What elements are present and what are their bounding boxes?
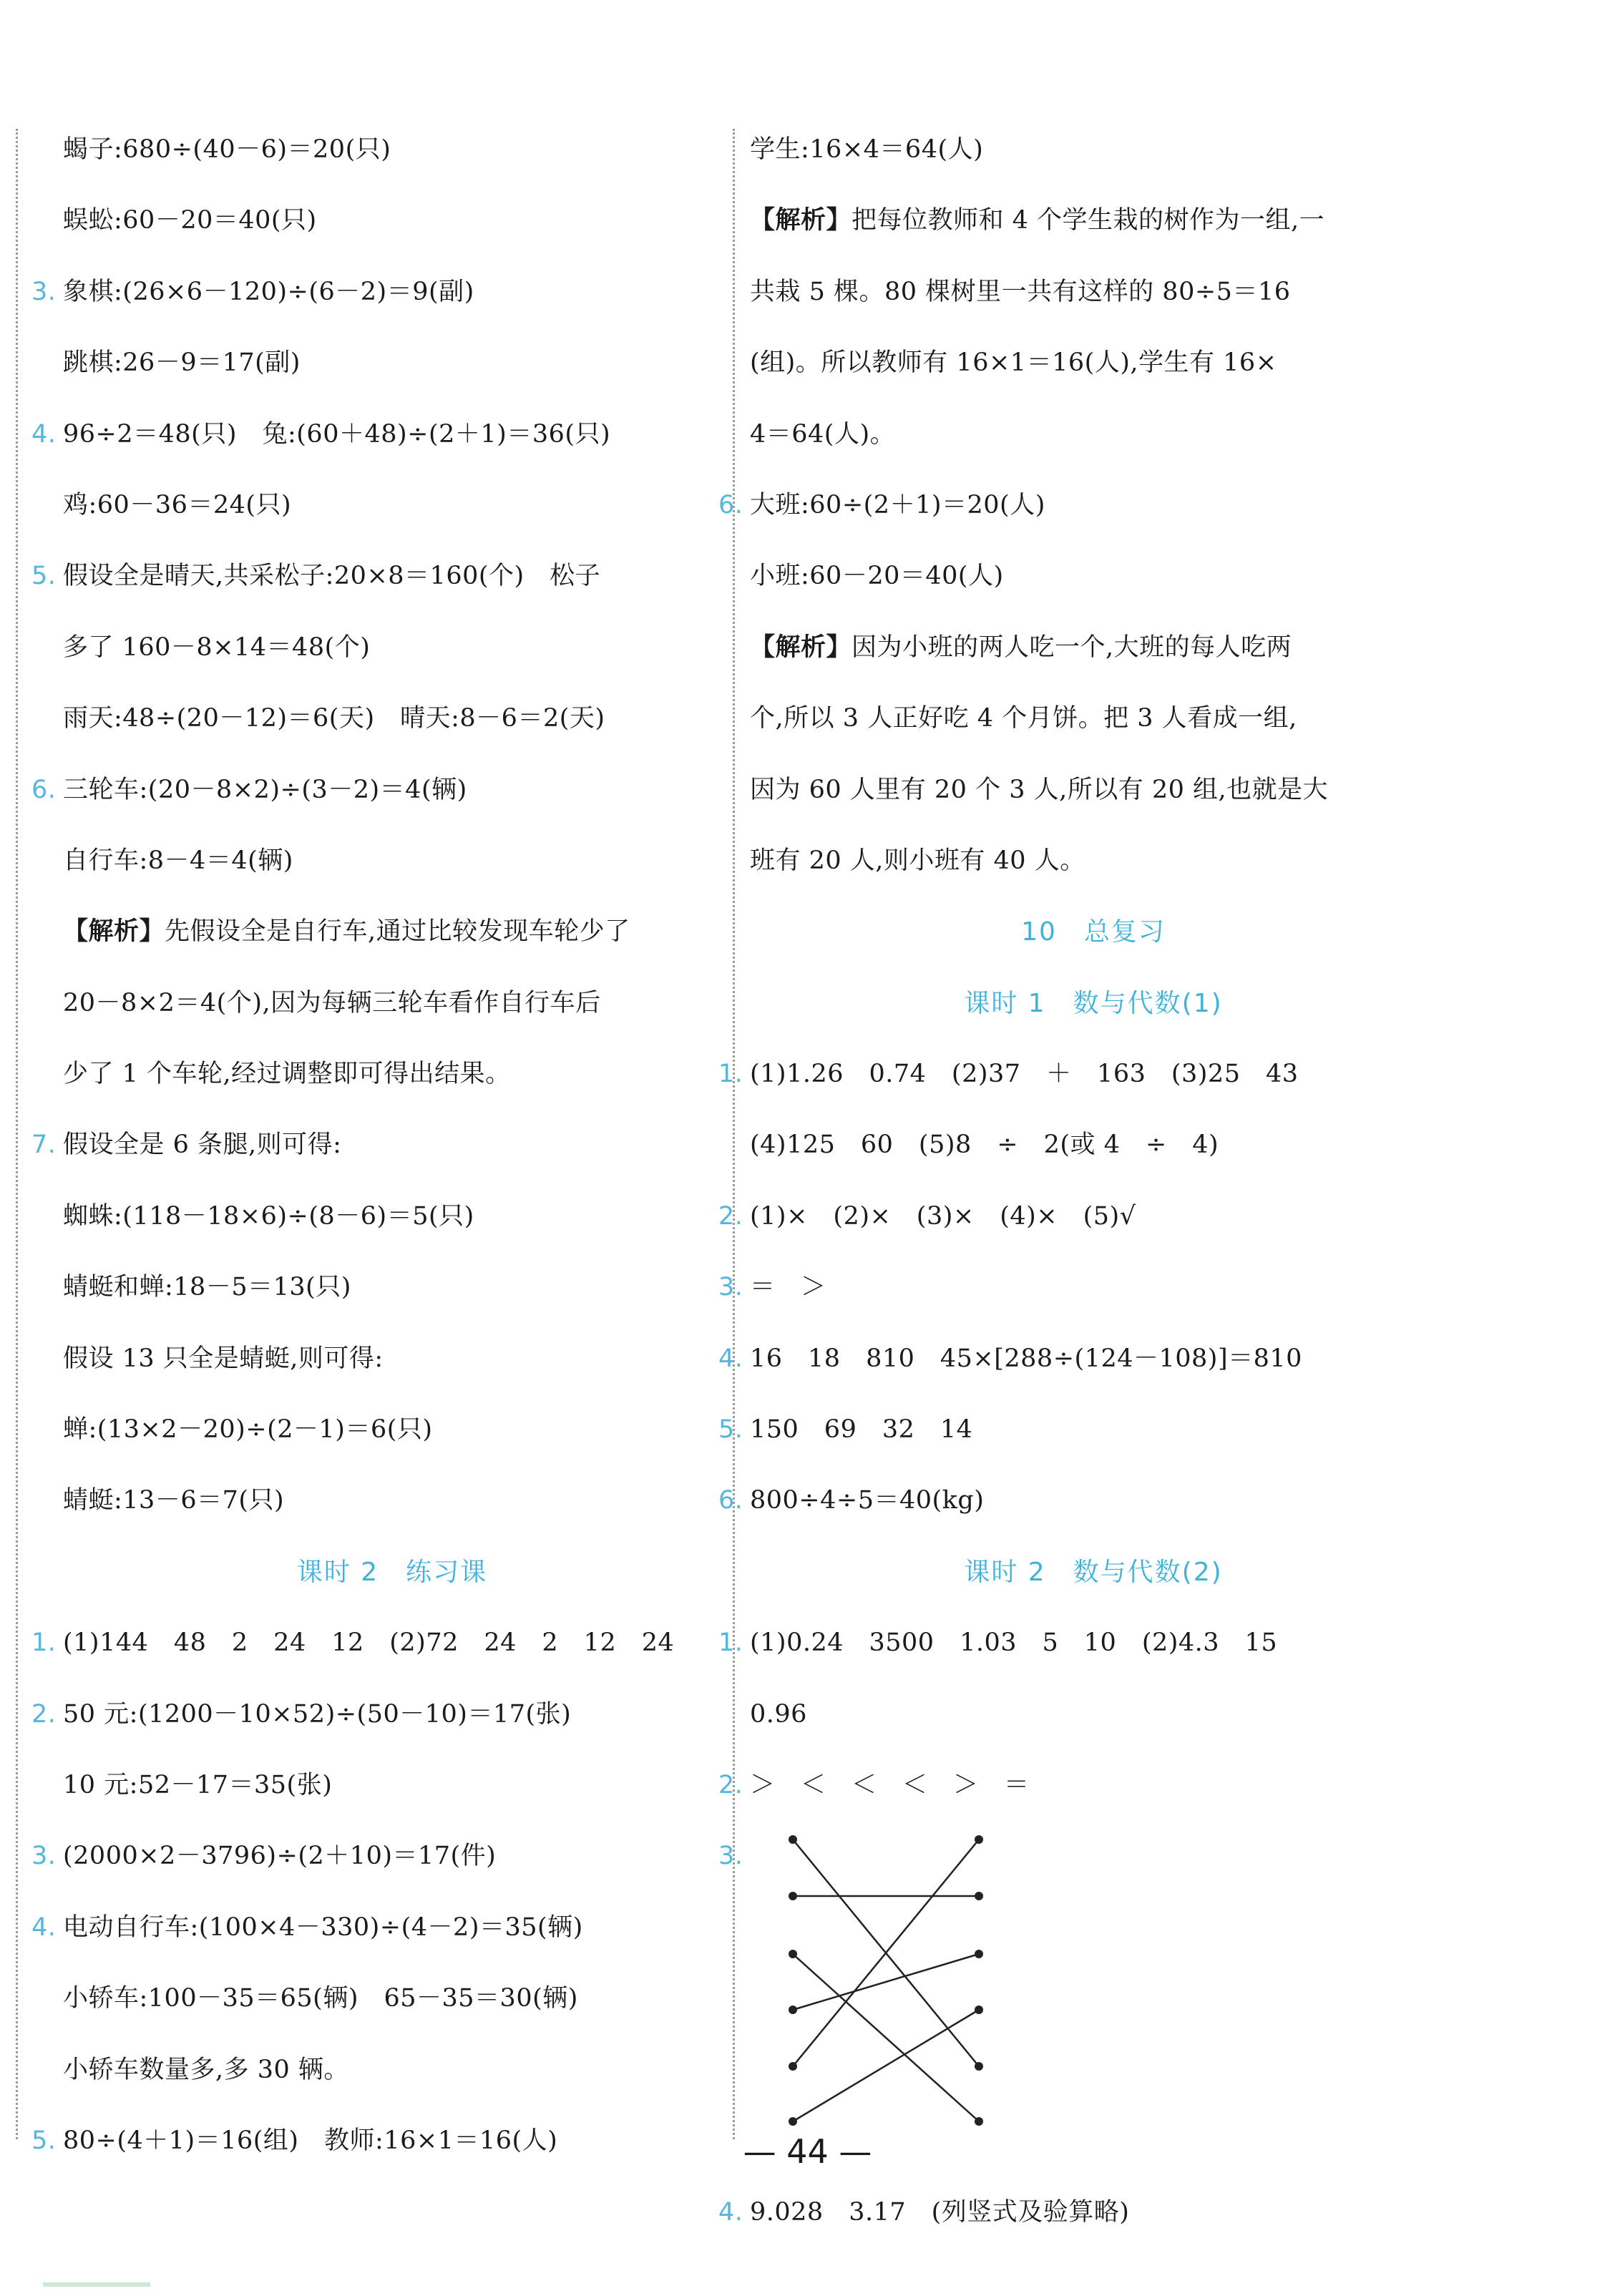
answer-line: [63, 1394, 721, 1465]
answer-text: 4＝64(人)。: [750, 419, 896, 449]
matching-dot: [975, 2117, 983, 2126]
answer-text: 蜻蜓:13－6＝7(只): [63, 1486, 285, 1515]
answer-text: 蝎子:680÷(40－6)＝20(只): [63, 135, 391, 164]
question-number: 1.: [718, 1060, 743, 1089]
answer-line: [63, 2035, 721, 2106]
matching-figure-line: [718, 1821, 1437, 2177]
answer-line: [31, 1608, 721, 1679]
answer-line: [63, 1324, 721, 1394]
answer-text: (1)144 48 2 24 12 (2)72 24 2 12 24: [63, 1628, 675, 1658]
answer-text: 象棋:(26×6－120)÷(6－2)＝9(副): [63, 277, 474, 306]
answer-text: ＝ ＞: [750, 1273, 826, 1302]
answer-text: (1)1.26 0.74 (2)37 ＋ 163 (3)25 43: [750, 1060, 1299, 1089]
question-number: 4.: [718, 2198, 743, 2227]
question-number: 2.: [718, 1770, 743, 1799]
answer-text: 假设全是 6 条腿,则可得:: [63, 1130, 342, 1160]
matching-line: [793, 2010, 979, 2121]
answer-text: 三轮车:(20－8×2)÷(3－2)＝4(辆): [63, 775, 467, 804]
answer-line: [718, 1252, 1437, 1323]
answer-line: [63, 1465, 721, 1536]
answer-line: [718, 1181, 1437, 1252]
page-number: — 44 —: [743, 2132, 872, 2171]
answer-line: [63, 1039, 721, 1110]
answer-line: [63, 1750, 721, 1821]
question-number: 3.: [718, 1842, 743, 1871]
answer-line: [718, 1039, 1437, 1110]
answer-text: (1)0.24 3500 1.03 5 10 (2)4.3 15: [750, 1628, 1278, 1658]
answer-line: [718, 1465, 1437, 1536]
section-heading: 课时 1 数与代数(1): [964, 988, 1223, 1018]
matching-dot: [975, 1950, 983, 1958]
answer-line: [718, 1608, 1437, 1679]
answer-text: 800÷4÷5＝40(kg): [750, 1486, 985, 1515]
answer-text: 20－8×2＝4(个),因为每辆三轮车看作自行车后: [63, 988, 601, 1017]
question-number: 2.: [31, 1699, 57, 1729]
answer-text: 多了 160－8×14＝48(个): [63, 632, 371, 662]
matching-dot: [789, 1835, 797, 1844]
question-number: 5.: [718, 1415, 743, 1445]
answer-line: [63, 897, 721, 967]
answer-line: [750, 826, 1437, 897]
answer-line: [63, 1252, 721, 1323]
answer-text: (4)125 60 (5)8 ÷ 2(或 4 ÷ 4): [750, 1130, 1219, 1160]
answer-line: [750, 328, 1437, 399]
left-column: [31, 114, 721, 2177]
left-margin-rule: [16, 129, 18, 2139]
matching-dot: [975, 1835, 983, 1844]
matching-dot: [975, 2006, 983, 2014]
matching-line: [793, 1954, 979, 2121]
answer-text: 雨天:48÷(20－12)＝6(天) 晴天:8－6＝2(天): [63, 704, 605, 733]
matching-dot: [789, 1892, 797, 1900]
answer-line: [31, 755, 721, 826]
answer-text: 自行车:8－4＝4(辆): [63, 846, 293, 875]
section-heading: 课时 2 数与代数(2): [964, 1557, 1223, 1587]
answer-line: [750, 114, 1437, 185]
answer-line: [718, 2177, 1437, 2248]
answer-text: 因为 60 人里有 20 个 3 人,所以有 20 组,也就是大: [750, 775, 1329, 804]
answer-text: 96÷2＝48(只) 兔:(60＋48)÷(2＋1)＝36(只): [63, 419, 611, 449]
matching-dot: [789, 2117, 797, 2126]
answer-line: [31, 1821, 721, 1892]
answer-line: [750, 612, 1437, 683]
answer-line: [750, 185, 1437, 256]
question-number: 3.: [31, 277, 57, 306]
answer-text: 蜈蚣:60－20＝40(只): [63, 206, 317, 235]
answer-line: [31, 1679, 721, 1750]
question-number: 5.: [31, 562, 57, 591]
question-number: 6.: [718, 490, 743, 519]
answer-line: [31, 257, 721, 328]
answer-line: [63, 683, 721, 754]
answer-line: [750, 257, 1437, 328]
answer-line: [750, 755, 1437, 826]
answer-text: 蜘蛛:(118－18×6)÷(8－6)＝5(只): [63, 1201, 474, 1231]
answer-line: [63, 1963, 721, 2034]
answer-text: 跳棋:26－9＝17(副): [63, 348, 301, 378]
matching-dot: [789, 2062, 797, 2071]
answer-text: ＞ ＜ ＜ ＜ ＞ ＝: [750, 1770, 1030, 1799]
answer-text: 假设全是晴天,共采松子:20×8＝160(个) 松子: [63, 562, 601, 591]
answer-text: 假设 13 只全是蜻蜓,则可得:: [63, 1344, 384, 1373]
answer-line: [31, 399, 721, 470]
right-column: [718, 114, 1437, 2249]
answer-text: (2000×2－3796)÷(2＋10)＝17(件): [63, 1842, 497, 1871]
answer-text: (组)。所以教师有 16×1＝16(人),学生有 16×: [750, 348, 1277, 378]
answer-text: 蝉:(13×2－20)÷(2－1)＝6(只): [63, 1415, 433, 1445]
answer-text: 个,所以 3 人正好吃 4 个月饼。把 3 人看成一组,: [750, 704, 1297, 733]
answer-line: [63, 826, 721, 897]
answer-text: 0.96: [750, 1699, 807, 1729]
answer-text: 把每位教师和 4 个学生栽的树作为一组,一: [852, 206, 1325, 235]
matching-dot: [789, 2006, 797, 2014]
question-number: 6.: [718, 1486, 743, 1515]
question-number: 4.: [31, 1912, 57, 1942]
question-number: 4.: [718, 1344, 743, 1373]
answer-text: 小班:60－20＝40(人): [750, 562, 1004, 591]
question-number: 7.: [31, 1130, 57, 1160]
section-heading: 10 总复习: [1021, 917, 1166, 947]
question-number: 4.: [31, 419, 57, 449]
answer-line: [63, 968, 721, 1039]
answer-text: 小轿车:100－35＝65(辆) 65－35＝30(辆): [63, 1984, 578, 2013]
answer-line: [63, 328, 721, 399]
question-number: 3.: [718, 1273, 743, 1302]
answer-text: 少了 1 个车轮,经过调整即可得出结果。: [63, 1060, 511, 1089]
answer-text: 班有 20 人,则小班有 40 人。: [750, 846, 1085, 875]
answer-line: [31, 1892, 721, 1963]
question-number: 3.: [31, 1842, 57, 1871]
answer-line: [63, 612, 721, 683]
question-number: 5.: [31, 2126, 57, 2155]
answer-line: [750, 399, 1437, 470]
answer-line: [750, 541, 1437, 612]
answer-text: 150 69 32 14: [750, 1415, 973, 1445]
matching-dot: [975, 2062, 983, 2071]
answer-text: 电动自行车:(100×4－330)÷(4－2)＝35(辆): [63, 1912, 583, 1942]
answer-line: [718, 1324, 1437, 1394]
answer-text: 50 元:(1200－10×52)÷(50－10)＝17(张): [63, 1699, 572, 1729]
answer-line: [718, 1750, 1437, 1821]
answer-text: 鸡:60－36＝24(只): [63, 490, 292, 519]
answer-line: [31, 1110, 721, 1181]
analysis-tag: 【解析】: [63, 917, 165, 947]
analysis-tag: 【解析】: [750, 632, 852, 662]
answer-text: (1)× (2)× (3)× (4)× (5)√: [750, 1201, 1136, 1231]
answer-text: 先假设全是自行车,通过比较发现车轮少了: [165, 917, 630, 947]
answer-line: [750, 683, 1437, 754]
answer-text: 共栽 5 棵。80 棵树里一共有这样的 80÷5＝16: [750, 277, 1291, 306]
answer-text: 大班:60÷(2＋1)＝20(人): [750, 490, 1045, 519]
section-heading: 课时 2 练习课: [296, 1557, 488, 1587]
answer-line: [63, 114, 721, 185]
analysis-tag: 【解析】: [750, 206, 852, 235]
matching-lines-figure: [750, 1828, 1007, 2172]
question-number: 2.: [718, 1201, 743, 1231]
answer-text: 因为小班的两人吃一个,大班的每人吃两: [852, 632, 1292, 662]
answer-line: [63, 185, 721, 256]
matching-dot: [789, 1950, 797, 1958]
answer-line: [750, 1679, 1437, 1750]
answer-line: [63, 1181, 721, 1252]
question-number: 6.: [31, 775, 57, 804]
answer-line: [718, 1394, 1437, 1465]
question-number: 1.: [718, 1628, 743, 1658]
matching-dot: [975, 1892, 983, 1900]
answer-text: 小轿车数量多,多 30 辆。: [63, 2055, 349, 2084]
answer-line: [63, 470, 721, 541]
question-number: 1.: [31, 1628, 57, 1658]
answer-text: 蜻蜓和蝉:18－5＝13(只): [63, 1273, 351, 1302]
bottom-decoration-bar: [43, 2282, 150, 2287]
answer-line: [718, 470, 1437, 541]
answer-line: [750, 1110, 1437, 1181]
answer-text: 16 18 810 45×[288÷(124－108)]＝810: [750, 1344, 1302, 1373]
answer-text: 学生:16×4＝64(人): [750, 135, 984, 164]
matching-line: [793, 1954, 979, 2010]
answer-line: [31, 541, 721, 612]
answer-text: 80÷(4＋1)＝16(组) 教师:16×1＝16(人): [63, 2126, 558, 2155]
answer-text: 10 元:52－17＝35(张): [63, 1770, 333, 1799]
answer-text: 9.028 3.17 (列竖式及验算略): [750, 2198, 1130, 2227]
